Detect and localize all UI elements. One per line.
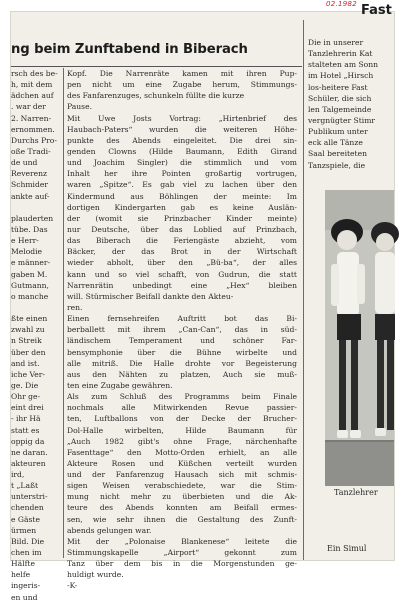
text-line: h, mit dem <box>11 80 53 90</box>
text-line: de und <box>11 158 38 168</box>
text-line: wieder abholt, über den „Bü-ba“, der alles <box>67 258 297 268</box>
text-line: Einen fernsehreifen Auftritt bot das Bi- <box>67 314 297 324</box>
main-article-text <box>67 68 297 591</box>
text-line: plauderten <box>11 213 54 223</box>
text-line: Pause. <box>67 102 92 112</box>
text-line: Schmider <box>11 180 48 190</box>
text-line: waren „Spitze“. Es gab viel zu lachen über den <box>67 180 297 190</box>
text-line: Mit Uwe Josts Vortrag: „Hirtenbrief des <box>67 113 297 123</box>
text-line: und der Fanfarenzug Hausach sich mit schmis- <box>67 470 297 480</box>
text-line: Tanzlehrerin Kat <box>308 49 373 59</box>
text-line: Fasenttage“ den Motto-Orden erhielt, an alle <box>67 447 297 457</box>
next-article-start: Ein Simul <box>327 544 367 553</box>
text-line: ankte auf- <box>11 191 50 201</box>
text-line: chenden <box>11 503 44 513</box>
text-line: zwahl zu <box>11 325 45 335</box>
text-line: Kopf. Die Narrenräte kamen mit ihren Pup- <box>67 69 297 78</box>
text-line: genden Clowns (Hilde Baumann, Edith Girand <box>67 146 297 156</box>
text-line: tübe. Das <box>11 224 48 234</box>
text-line: -K- <box>67 581 78 591</box>
text-line: aus den Nähten zu platzen, Auch sie muß- <box>67 369 297 379</box>
text-line: punkte des Abends eingeleitet. Die drei sin- <box>67 135 297 145</box>
text-line <box>11 202 61 213</box>
text-line: len Talgemeinde <box>308 104 372 114</box>
text-line: bensymphonie über die Bühne wirbelte und <box>67 347 297 357</box>
text-line: teure des Abends konnten am Beifall ermes- <box>67 503 297 513</box>
text-line: 2. Narren- <box>11 113 52 123</box>
text-line: Stimmungskapelle „Airport“ gekonnt zum <box>67 548 297 558</box>
text-line: unterstri- <box>11 492 48 502</box>
text-line: rsch des be- <box>11 69 58 78</box>
text-line: eint drei <box>11 403 44 413</box>
text-line: Mit der „Polonaise Blankenese“ leitete die <box>67 536 297 546</box>
text-line: alle mitriß. Die Halle drohte vor Begeisterung <box>67 358 297 368</box>
text-line: Tanzspiele, die <box>308 160 366 170</box>
text-line: Die in unserer <box>308 38 364 47</box>
text-line: . war der <box>11 102 46 112</box>
text-line: Melodie <box>11 247 43 257</box>
text-line: nur Deutsche, über das Loblied auf Prinzbach, <box>67 224 297 234</box>
handwritten-date: 02.1982 <box>325 0 357 8</box>
text-line: Narrenrätin unbedingt eine „Hex“ bleiben <box>67 280 297 290</box>
text-line: n Streik <box>11 336 42 346</box>
article-headline: ng beim Zunftabend in Biberach <box>11 42 248 57</box>
right-article-headline: Fast <box>361 3 392 18</box>
text-line: abends gelungen war. <box>67 525 152 535</box>
text-line: ernommen. <box>11 124 55 134</box>
text-line: stalteten am Sonn <box>308 60 378 70</box>
text-line: ädchen auf <box>11 91 54 101</box>
text-line: ürmen <box>11 525 37 535</box>
text-line: e Gäste <box>11 514 40 524</box>
text-line: huldigt wurde. <box>67 570 124 580</box>
text-line: chen im <box>11 548 42 558</box>
text-line: Als zum Schluß des Programms beim Finale <box>67 392 297 402</box>
text-line: Inhalt her ihre Pointen großartig vortrugen, <box>67 169 297 179</box>
text-line: Kindermund aus Böhlingen der meinte: Im <box>67 191 297 201</box>
text-line: Gutmann, <box>11 280 49 290</box>
text-line: and ist. <box>11 358 40 368</box>
text-line: mung nicht mehr zu überbieten und die Ak- <box>67 492 297 502</box>
text-line: der (womit sie Prinzbacher Kinder meinte) <box>67 213 297 223</box>
text-line: oße Tradi- <box>11 146 51 156</box>
text-line: ne daran. <box>11 447 48 457</box>
text-line: - ihr Hä <box>11 414 41 424</box>
text-line: Bild. Die <box>11 536 45 546</box>
text-line: ge. Die <box>11 380 39 390</box>
left-column-text <box>11 68 61 602</box>
text-line: en und <box>11 592 38 602</box>
text-line: dortigen Kindergarten gab es keine Auslän- <box>67 202 297 212</box>
headline-rule <box>11 66 302 67</box>
text-line: e männer- <box>11 258 51 268</box>
text-line: ren. <box>67 302 83 312</box>
text-line: Dol-Halle wirbelten, Hilde Baumann für <box>67 425 297 435</box>
text-line: Durchs Pro- <box>11 135 57 145</box>
text-line: sigen Weisen verabschiedete, war die Stim- <box>67 481 297 491</box>
column-divider-left <box>63 68 64 558</box>
dance-photo <box>325 190 394 486</box>
text-line: berballett mit ihrem „Can-Can“, das in süd- <box>67 325 297 335</box>
text-line: das Biberach die Feriengäste abzieht, vom <box>67 236 297 246</box>
text-line: über den <box>11 347 46 357</box>
text-line: ingeris- <box>11 581 41 591</box>
text-line: t „Laßt <box>11 481 39 491</box>
photo-illustration <box>325 190 394 486</box>
text-line: ten eine Zugabe gewähren. <box>67 380 173 390</box>
text-line <box>11 302 61 313</box>
text-line: Saal bereiteten <box>308 149 367 159</box>
text-line: e Herr- <box>11 236 39 246</box>
text-line: iche Ver- <box>11 369 45 379</box>
text-line: des Fanfarenzuges, schunkeln füllte die kurze <box>67 91 245 101</box>
text-line: akteuren <box>11 458 46 468</box>
text-line: eck alle Tänze <box>308 138 363 148</box>
text-line: „Auch 1982 gibt's ohne Frage, närchenhafte <box>67 436 297 446</box>
text-line: sen, wie sehr ihnen die Gestaltung des Zunft- <box>67 514 297 524</box>
photo-caption: Tanzlehrer <box>334 488 378 497</box>
text-line: Hälfte <box>11 559 35 569</box>
text-line: Schüler, die sich <box>308 93 372 103</box>
text-line: ird, <box>11 470 25 480</box>
text-line: ten, Luftballons von der Decke der Brucher- <box>67 414 297 424</box>
text-line: helfe <box>11 570 31 580</box>
text-line: statt es <box>11 425 40 435</box>
text-line: Haubach-Paters“ wurden die weiteren Höhe- <box>67 124 297 134</box>
text-line: will. Stürmischer Beifall dankte den Akteu- <box>67 291 234 301</box>
text-line: ßte einen <box>11 314 48 324</box>
text-line: Ohr ge- <box>11 392 41 402</box>
text-line: oppig da <box>11 436 45 446</box>
text-line: ländischem Temperament und schöner Far- <box>67 336 297 346</box>
text-line: Bäcker, der das Brot in der Wirtschaft <box>67 247 297 257</box>
text-line: Reverenz <box>11 169 48 179</box>
right-column-text <box>308 37 394 197</box>
text-line: los-heitere Fast <box>308 82 368 92</box>
text-line: Akteure Rosen und Küßchen verteilt wurden <box>67 458 297 468</box>
text-line: o manche <box>11 291 49 301</box>
text-line: pen nicht um eine Zugabe herum, Stimmungs- <box>67 80 297 90</box>
text-line: kann und so viel schafft, von Gudrun, die statt <box>67 269 297 279</box>
text-line: nochmals alle Mitwirkenden Revue passier- <box>67 403 297 413</box>
text-line: im Hotel „Hirsch <box>308 71 374 81</box>
text-line: Publikum unter <box>308 127 368 137</box>
text-line: und Joachim Singler) die stimmlich und vom <box>67 158 297 168</box>
text-line: Tanz über dem bis in die Morgenstunden ge- <box>67 559 297 569</box>
column-divider-right <box>303 20 304 560</box>
text-line: vergnügter Stimr <box>308 115 376 125</box>
text-line: gaben M. <box>11 269 48 279</box>
newspaper-clipping <box>11 12 394 602</box>
